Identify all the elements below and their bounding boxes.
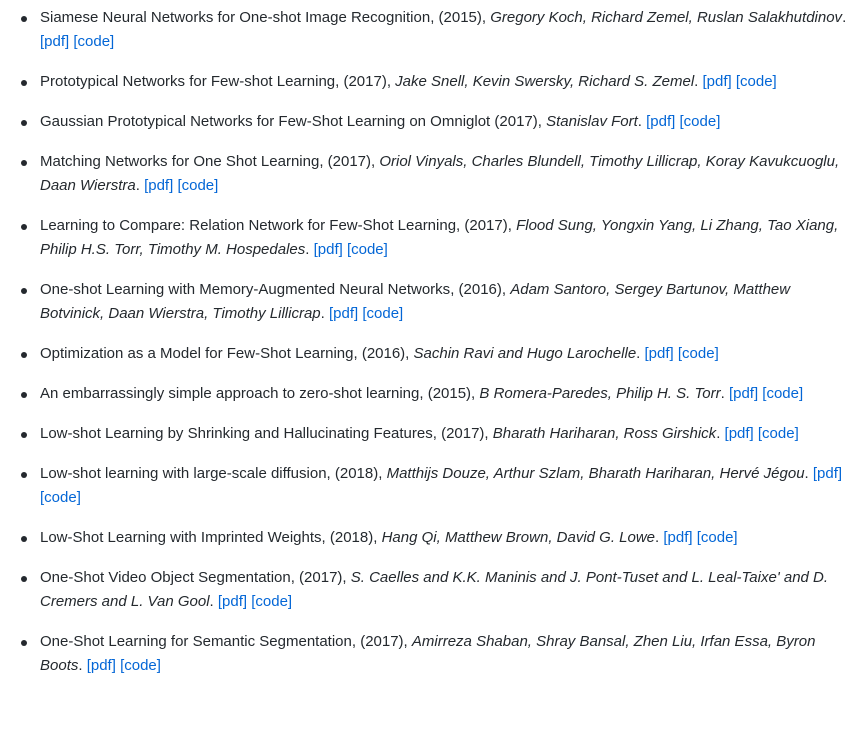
year: , (2018), (326, 465, 387, 482)
list-item (0, 526, 851, 550)
paper-title: Learning to Compare: Relation Network for Few-Shot Learning (40, 217, 457, 234)
pdf-link[interactable]: [pdf] (40, 33, 70, 50)
pdf-link[interactable]: [pdf] (217, 593, 248, 610)
year: , (2016), (450, 281, 511, 298)
paper-title: One-Shot Video Object Segmentation (40, 569, 291, 586)
paper-title: An embarrassingly simple approach to zero-shot learning (40, 385, 420, 402)
list-item (0, 278, 851, 326)
code-link[interactable]: [code] (757, 425, 799, 442)
authors: Oriol Vinyals, Charles Blundell, Timothy Lillicrap, Koray Kavukcuoglu, Daan Wierstra (40, 153, 840, 194)
authors: Sachin Ravi and Hugo Larochelle (413, 345, 637, 362)
separator: . (209, 593, 218, 610)
paper-title: One-shot Learning with Memory-Augmented Neural Networks (40, 281, 451, 298)
separator: . (720, 385, 729, 402)
separator: . (694, 73, 703, 90)
authors: Amirreza Shaban, Shray Bansal, Zhen Liu, Irfan Essa, Byron Boots (40, 633, 816, 674)
year: , (2017), (335, 73, 396, 90)
separator: . (135, 177, 145, 194)
separator: . (655, 529, 664, 546)
pdf-link[interactable]: [pdf] (812, 465, 843, 482)
code-link[interactable]: [code] (177, 177, 219, 194)
code-link[interactable]: [code] (696, 529, 738, 546)
paper-title: Prototypical Networks for Few-shot Learning (40, 73, 336, 90)
separator: . (305, 241, 314, 258)
pdf-link[interactable]: [pdf] (728, 385, 759, 402)
list-item (0, 630, 851, 678)
separator: . (804, 465, 813, 482)
authors: Matthijs Douze, Arthur Szlam, Bharath Hariharan, Hervé Jégou (386, 465, 805, 482)
separator: . (320, 305, 329, 322)
code-link[interactable]: [code] (362, 305, 404, 322)
paper-title: Matching Networks for One Shot Learning (40, 153, 320, 170)
authors: Hang Qi, Matthew Brown, David G. Lowe (381, 529, 656, 546)
paper-title: Gaussian Prototypical Networks for Few-Shot Learning on Omniglot (40, 113, 491, 130)
pdf-link[interactable]: [pdf] (329, 305, 359, 322)
separator: . (637, 113, 647, 130)
code-link[interactable]: [code] (735, 73, 777, 90)
paper-title: Optimization as a Model for Few-Shot Learning (40, 345, 354, 362)
paper-title: Low-Shot Learning with Imprinted Weights (40, 529, 322, 546)
authors: Stanislav Fort (546, 113, 638, 130)
code-link[interactable]: [code] (679, 113, 721, 130)
list-item (0, 342, 851, 366)
authors: Flood Sung, Yongxin Yang, Li Zhang, Tao Xiang, Philip H.S. Torr, Timothy M. Hospedales (40, 217, 839, 258)
code-link[interactable]: [code] (346, 241, 388, 258)
separator: . (716, 425, 725, 442)
year: , (2018), (321, 529, 382, 546)
code-link[interactable]: [code] (40, 489, 81, 506)
authors: Bharath Hariharan, Ross Girshick (492, 425, 717, 442)
pdf-link[interactable]: [pdf] (313, 241, 343, 258)
paper-title: Low-shot Learning by Shrinking and Hallucinating Features (40, 425, 433, 442)
pdf-link[interactable]: [pdf] (702, 73, 732, 90)
paper-title: Siamese Neural Networks for One-shot Image Recognition (40, 9, 431, 26)
authors: S. Caelles and K.K. Maninis and J. Pont-Tuset and L. Leal-Taixe' and D. Cremers and L. Van Gool (40, 569, 829, 610)
list-item (0, 462, 851, 510)
list-item (0, 422, 851, 446)
list-item (0, 110, 851, 134)
authors: Gregory Koch, Richard Zemel, Ruslan Salakhutdinov (490, 9, 843, 26)
list-item (0, 150, 851, 198)
pdf-link[interactable]: [pdf] (646, 113, 676, 130)
paper-title: Low-shot learning with large-scale diffusion (40, 465, 327, 482)
authors: Adam Santoro, Sergey Bartunov, Matthew Botvinick, Daan Wierstra, Timothy Lillicrap (40, 281, 791, 322)
pdf-link[interactable]: [pdf] (86, 657, 116, 674)
list-item (0, 566, 851, 614)
separator: . (636, 345, 645, 362)
code-link[interactable]: [code] (762, 385, 804, 402)
pdf-link[interactable]: [pdf] (663, 529, 693, 546)
authors: B Romera-Paredes, Philip H. S. Torr (479, 385, 721, 402)
separator: . (78, 657, 87, 674)
authors: Jake Snell, Kevin Swersky, Richard S. Zemel (395, 73, 695, 90)
year: , (2015), (419, 385, 480, 402)
year: , (2017), (290, 569, 351, 586)
pdf-link[interactable]: [pdf] (144, 177, 174, 194)
list-item (0, 214, 851, 262)
paper-title: One-Shot Learning for Semantic Segmentation (40, 633, 352, 650)
year: , (2015), (430, 9, 491, 26)
code-link[interactable]: [code] (251, 593, 293, 610)
pdf-link[interactable]: [pdf] (644, 345, 674, 362)
year: , (2017), (351, 633, 412, 650)
separator: . (842, 9, 847, 26)
code-link[interactable]: [code] (677, 345, 719, 362)
year: , (2016), (353, 345, 414, 362)
year: , (2017), (432, 425, 493, 442)
list-item (0, 70, 851, 94)
list-item (0, 382, 851, 406)
code-link[interactable]: [code] (73, 33, 115, 50)
pdf-link[interactable]: [pdf] (724, 425, 754, 442)
code-link[interactable]: [code] (120, 657, 161, 674)
year: , (2017), (456, 217, 517, 234)
year: (2017), (490, 113, 547, 130)
list-item (0, 6, 851, 54)
year: , (2017), (319, 153, 380, 170)
